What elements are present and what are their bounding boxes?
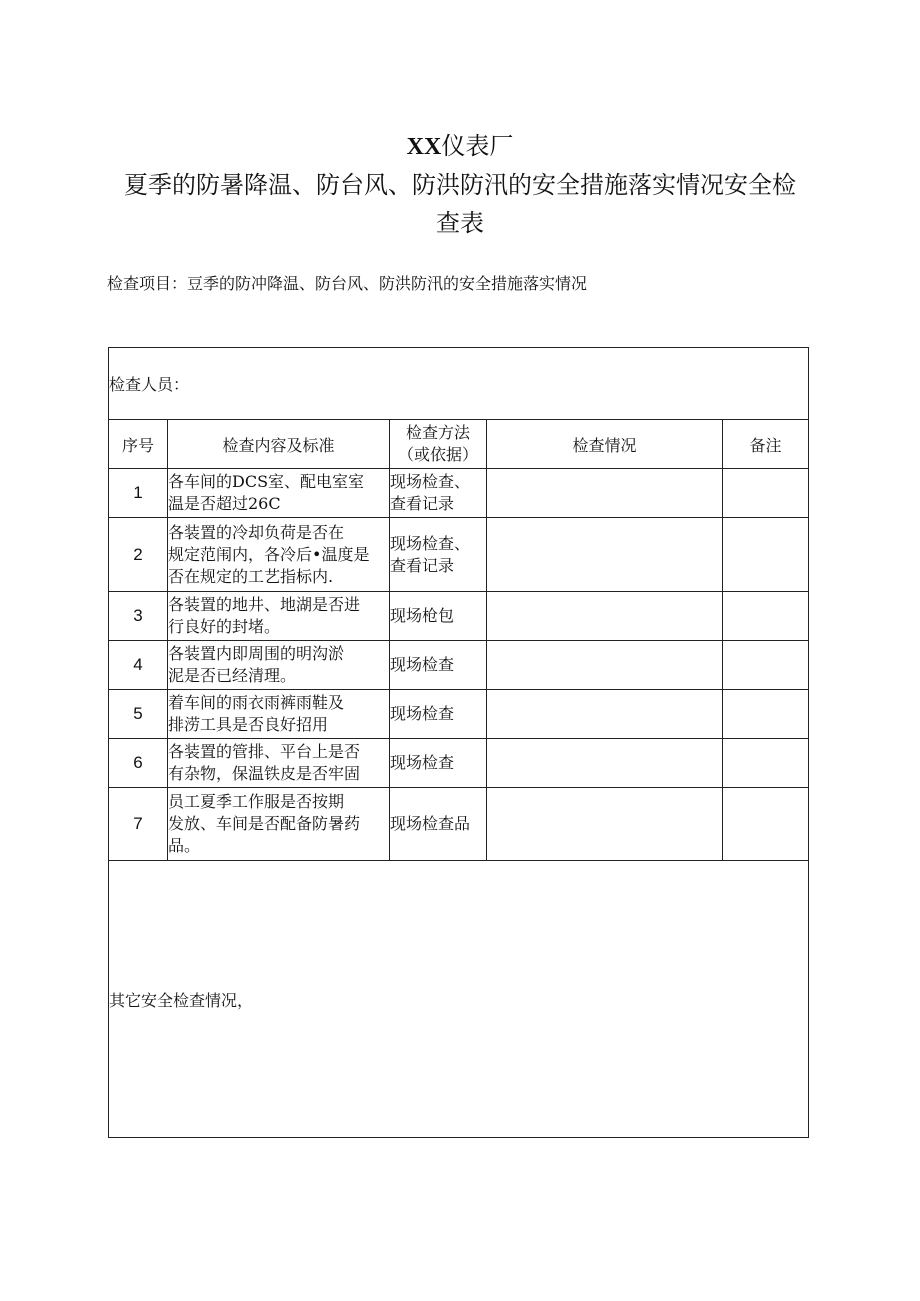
row-method-line: 现场检查 [390,655,455,674]
row-content-line: 泥是否已经清理。 [168,666,297,685]
header-seq: 序号 [109,420,168,469]
row-content-line: 员工夏季工作服是否按期 [168,792,345,811]
row-content [168,469,390,518]
row-status-cell[interactable] [487,518,723,592]
row-method [390,739,487,788]
other-label: 其它安全检查情况， [109,990,254,1010]
row-number: 7 [109,788,168,861]
title-prefix: XX [406,134,442,160]
header-method-line-1: 检查方法 [405,423,470,442]
row-remarks-cell[interactable] [723,469,809,518]
row-method [390,690,487,739]
row-status-cell[interactable] [487,641,723,690]
table-header-row [109,420,809,469]
inspectors-label: 检查人员： [109,375,190,394]
row-method-line: 现场检查、 [390,533,471,553]
row-method-line: 现场检查品 [390,814,471,833]
row-status-cell[interactable] [487,592,723,641]
row-number: 3 [109,592,168,641]
row-method-line: 现场检查 [390,753,455,772]
row-content-line: 各装置内即周围的明沟淤 [168,644,345,663]
row-method [390,518,487,592]
row-number: 2 [109,518,168,592]
row-content-line: 否在规定的工艺指标内. [168,566,334,586]
table-row [109,690,809,739]
row-method [390,592,487,641]
row-number: 5 [109,690,168,739]
table-row [109,739,809,788]
row-number: 4 [109,641,168,690]
row-content-line: 各装置的冷却负荷是否在 [168,522,345,542]
row-number: 1 [109,469,168,518]
table-row [109,469,809,518]
row-content-line: 行良好的封堵。 [168,617,281,636]
table-row [109,592,809,641]
header-method-line-2: （或依据） [397,445,478,464]
row-status-cell[interactable] [487,788,723,861]
row-method-line: 现场检查 [390,704,455,723]
row-content-line: 温是否超过26C [168,494,281,513]
row-content-line: 发放、车间是否配备防暑药 [168,814,361,833]
subtitle-line-1: 夏季的防暑降温、防台风、防洪防汛的安全措施落实情况安全检 [124,171,796,199]
row-remarks-cell[interactable] [723,592,809,641]
header-method [390,420,487,469]
table-row [109,788,809,861]
row-method-line: 现场枪包 [390,606,455,625]
row-status-cell[interactable] [487,690,723,739]
document-title [0,129,920,164]
row-remarks-cell[interactable] [723,739,809,788]
inspectors-row [109,348,809,420]
row-number: 6 [109,739,168,788]
inspection-project: 检查项目：豆季的防冲降温、防台风、防洪防汛的安全措施落实情况 [107,274,588,293]
table-row [109,641,809,690]
row-status-cell[interactable] [487,469,723,518]
row-content-line: 着车间的雨衣雨裤雨鞋及 [168,693,345,712]
table-body [109,469,809,861]
row-content-line: 各装置的管排、平台上是否 [168,742,361,761]
row-method [390,641,487,690]
row-content [168,518,390,592]
row-content-line: 有杂物，保温铁皮是否牢固 [168,764,361,783]
row-method-line: 查看记录 [390,555,455,575]
inspectors-cell[interactable] [109,348,809,420]
title-main: 仪表厂 [441,132,514,160]
header-remarks: 备注 [723,420,809,469]
row-method-line: 现场检查、 [390,472,471,491]
row-content-line: 各车间的DCS室、配电室室 [168,472,365,491]
row-content [168,690,390,739]
row-content-line: 排涝工具是否良好招用 [168,715,329,734]
inspection-table [108,347,809,1138]
header-content: 检查内容及标准 [168,420,390,469]
row-method [390,788,487,861]
subtitle-line-2: 查表 [436,209,484,237]
other-row [109,861,809,1138]
header-status: 检查情况 [487,420,723,469]
row-content-line: 规定范闱内，各冷后•温度是 [168,544,370,564]
table-row [109,518,809,592]
row-remarks-cell[interactable] [723,690,809,739]
row-remarks-cell[interactable] [723,788,809,861]
row-remarks-cell[interactable] [723,518,809,592]
row-status-cell[interactable] [487,739,723,788]
row-remarks-cell[interactable] [723,641,809,690]
other-cell[interactable] [109,861,809,1138]
row-method [390,469,487,518]
document-subtitle [100,166,820,242]
row-method-line: 查看记录 [390,494,455,513]
row-content [168,641,390,690]
row-content-line: 各装置的地井、地湖是否进 [168,595,361,614]
row-content [168,788,390,861]
row-content-line: 品。 [168,836,201,855]
row-content [168,592,390,641]
row-content [168,739,390,788]
